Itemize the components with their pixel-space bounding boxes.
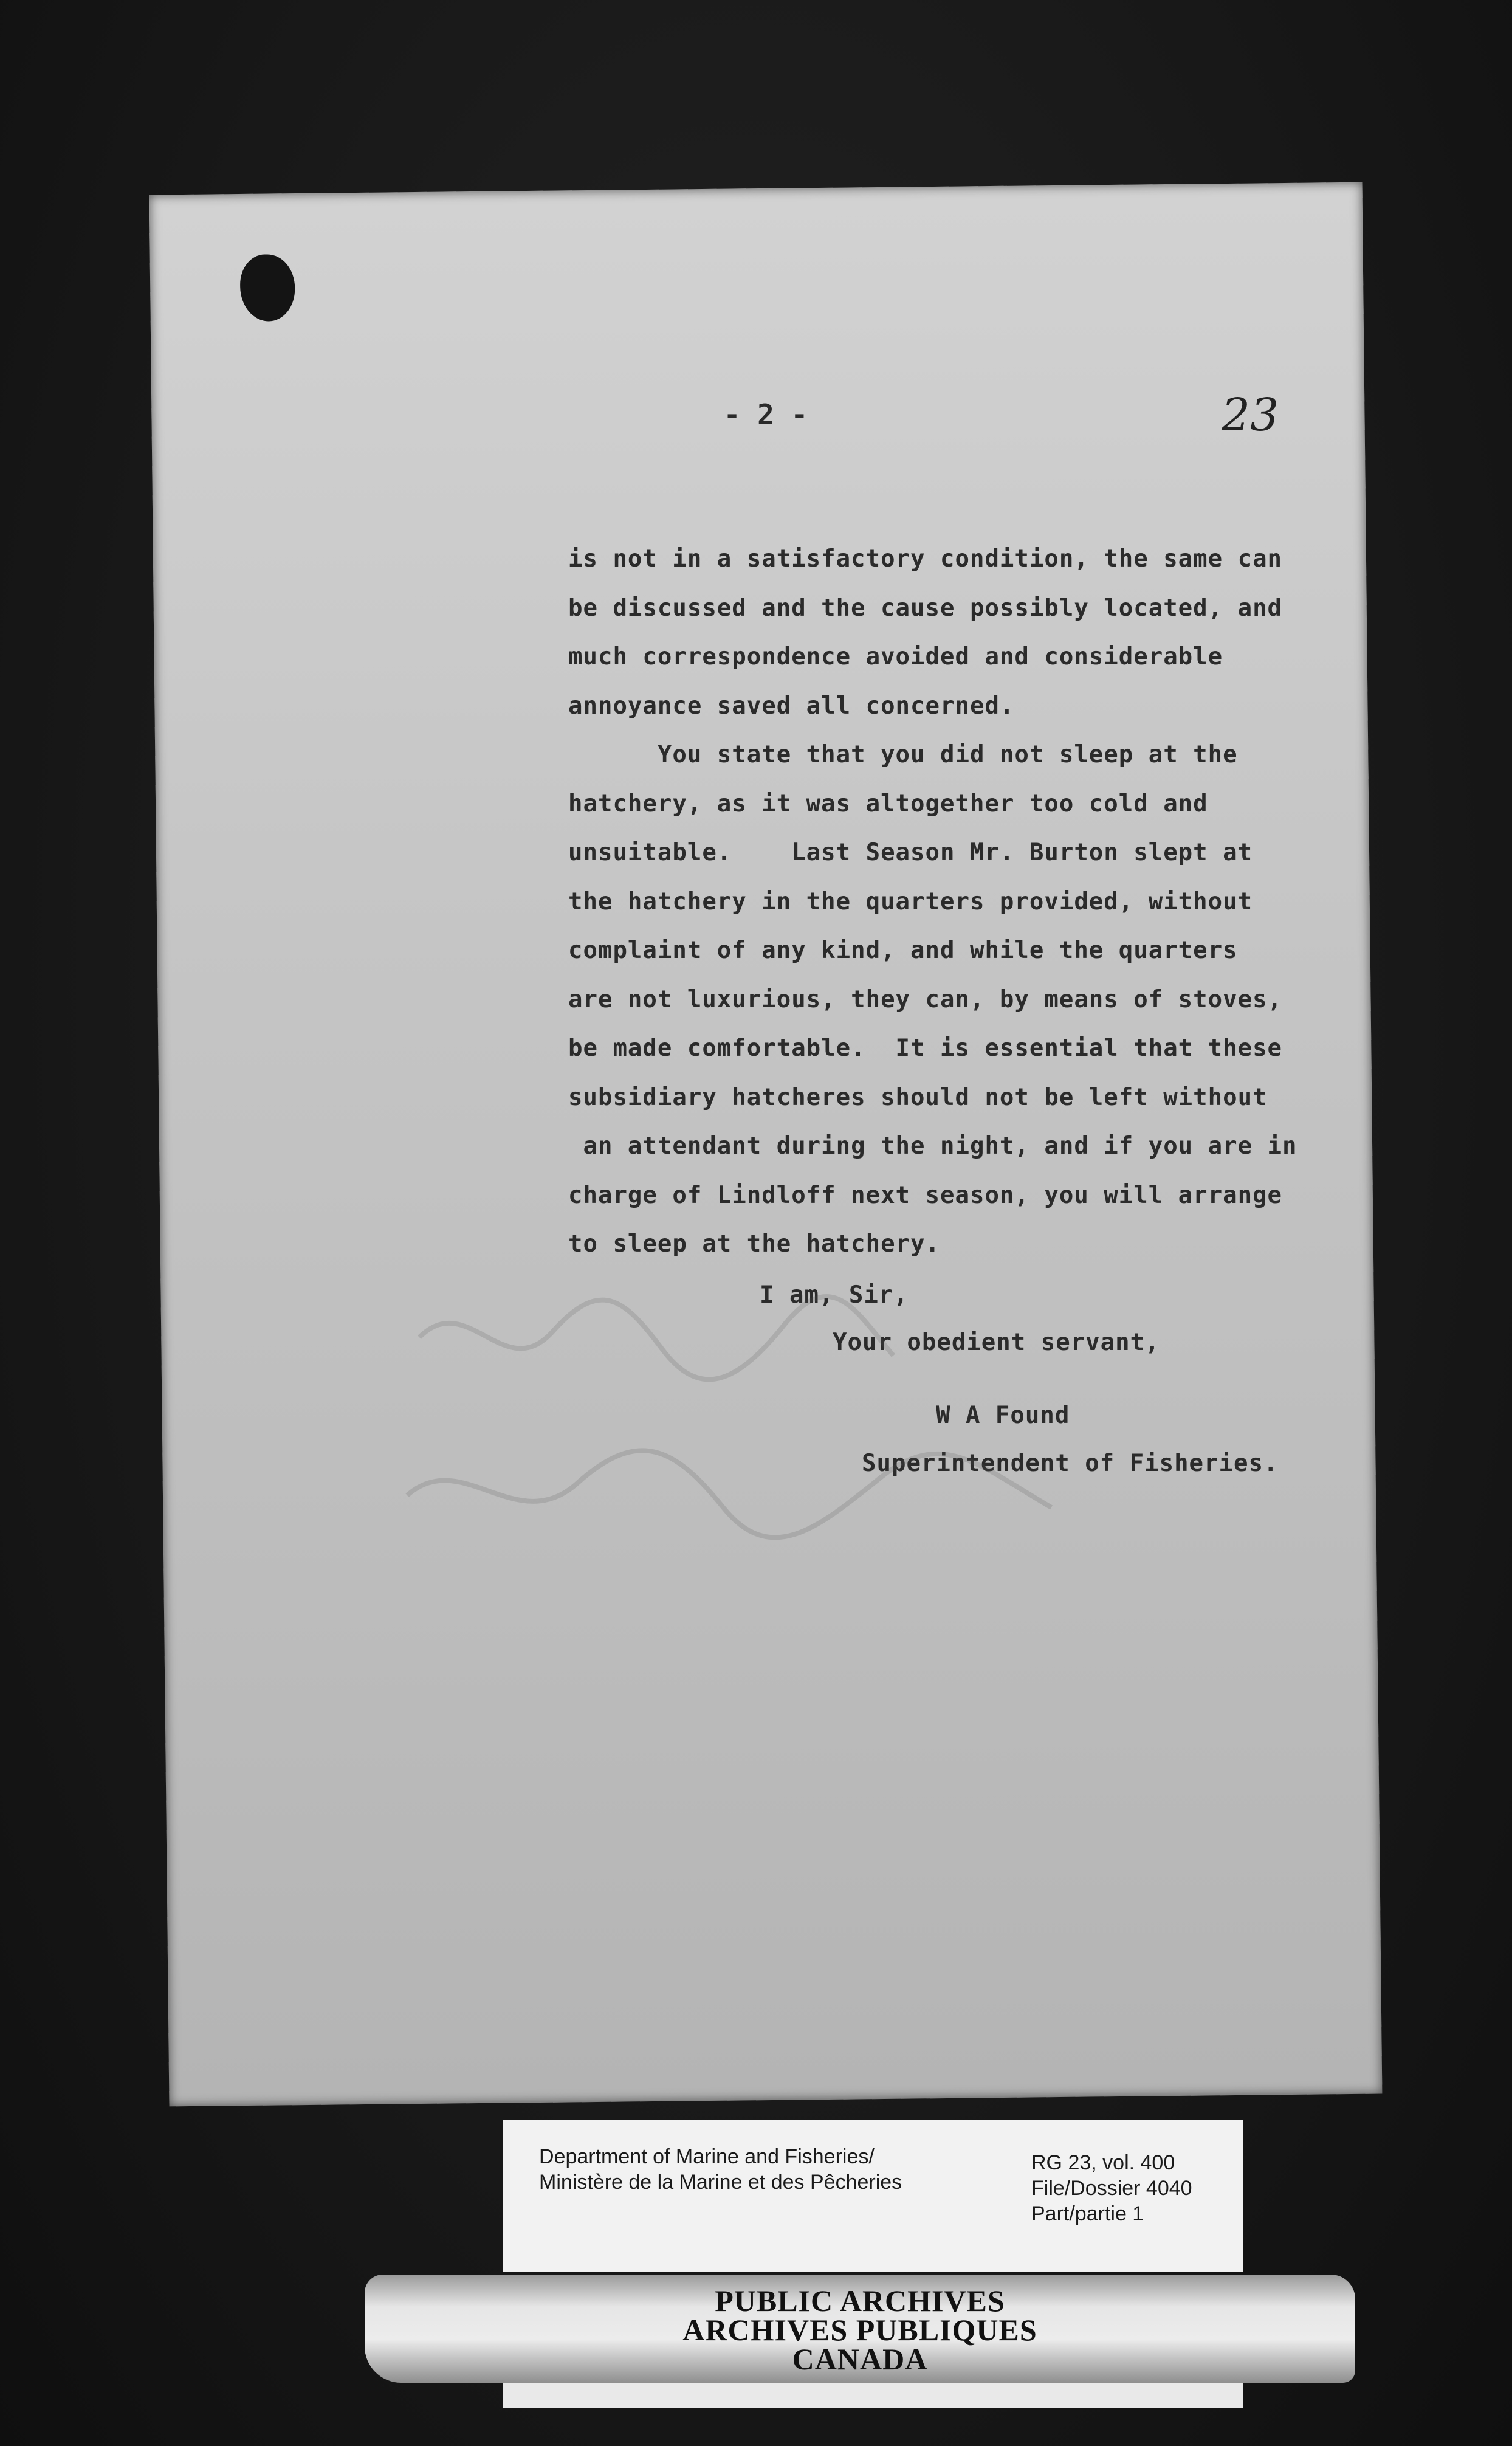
part-reference: Part/partie 1: [1031, 2202, 1144, 2225]
signatory-title: Superintendent of Fisheries.: [862, 1450, 1279, 1477]
body-line: the hatchery in the quarters provided, without: [568, 887, 1253, 915]
body-line: hatchery, as it was altogether too cold and: [568, 790, 1208, 818]
faint-bleed-through-signature: [395, 1264, 1124, 1580]
body-line: is not in a satisfactory condition, the same can: [568, 545, 1283, 573]
label-bottom-strip: [503, 2383, 1243, 2408]
valediction: Your obedient servant,: [833, 1329, 1160, 1356]
file-reference: File/Dossier 4040: [1031, 2177, 1192, 2200]
body-line: charge of Lindloff next season, you will arrange: [568, 1181, 1283, 1209]
letter-body: [568, 535, 1328, 1269]
stamp-line-english: PUBLIC ARCHIVES: [715, 2284, 1005, 2318]
body-line: be made comfortable. It is essential that these: [568, 1035, 1283, 1062]
body-line: complaint of any kind, and while the quarters: [568, 937, 1238, 964]
body-line: are not luxurious, they can, by means of stoves,: [568, 985, 1283, 1013]
punch-hole: [240, 254, 295, 322]
body-line: an attendant during the night, and if you are in: [568, 1132, 1297, 1160]
stamp-line-french: ARCHIVES PUBLIQUES: [682, 2313, 1037, 2347]
body-line: be discussed and the cause possibly located, and: [568, 594, 1283, 622]
body-line: to sleep at the hatchery.: [568, 1230, 940, 1258]
folio-number: 23: [1222, 389, 1279, 441]
body-line: You state that you did not sleep at the: [568, 741, 1238, 768]
signatory-name: W A Found: [936, 1402, 1070, 1429]
body-line: subsidiary hatcheres should not be left without: [568, 1083, 1268, 1111]
body-line: much correspondence avoided and considerable: [568, 643, 1223, 670]
page-number: - 2 -: [723, 398, 808, 431]
archive-stamp-band: [365, 2275, 1355, 2383]
salutation: I am, Sir,: [760, 1281, 909, 1309]
body-line: annoyance saved all concerned.: [568, 692, 1015, 720]
department-english: Department of Marine and Fisheries/: [539, 2145, 875, 2168]
department-french: Ministère de la Marine et des Pêcheries: [539, 2171, 902, 2194]
record-group-reference: RG 23, vol. 400: [1031, 2151, 1175, 2174]
stamp-line-country: CANADA: [792, 2342, 928, 2376]
archive-reference-label: [503, 2120, 1243, 2272]
body-line: unsuitable. Last Season Mr. Burton slept at: [568, 839, 1253, 866]
